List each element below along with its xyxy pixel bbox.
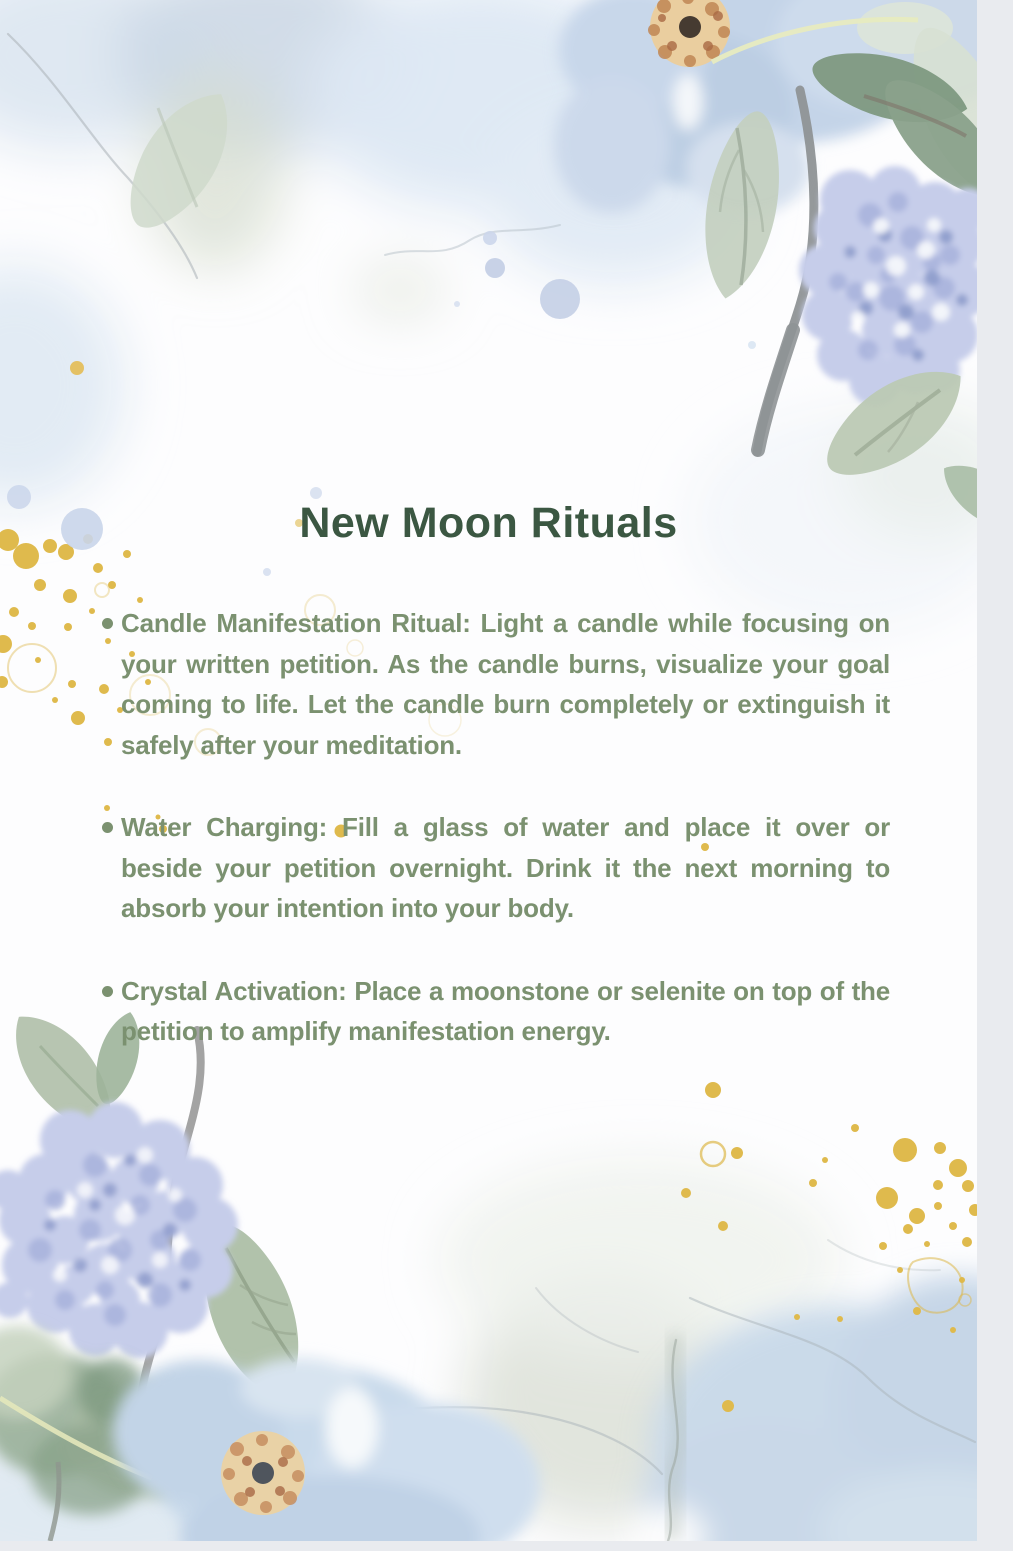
ritual-list xyxy=(121,603,890,1052)
ritual-text: Water Charging: Fill a glass of water and place it over or beside your petition overnight. Drink it the next morning to absorb your intention into your body. xyxy=(121,812,890,923)
page-title: New Moon Rituals xyxy=(299,499,678,547)
ritual-text: Candle Manifestation Ritual: Light a candle while focusing on your written petition. As the candle burns, visualize your goal coming to life. Let the candle burn completely or extinguish it safely after your meditation. xyxy=(121,608,890,760)
list-item-crystal-activation xyxy=(121,971,890,1052)
list-item-water-charging xyxy=(121,807,890,929)
list-item-candle-ritual xyxy=(121,603,890,765)
ritual-text: Crystal Activation: Place a moonstone or selenite on top of the petition to amplify manifestation energy. xyxy=(121,975,890,1046)
